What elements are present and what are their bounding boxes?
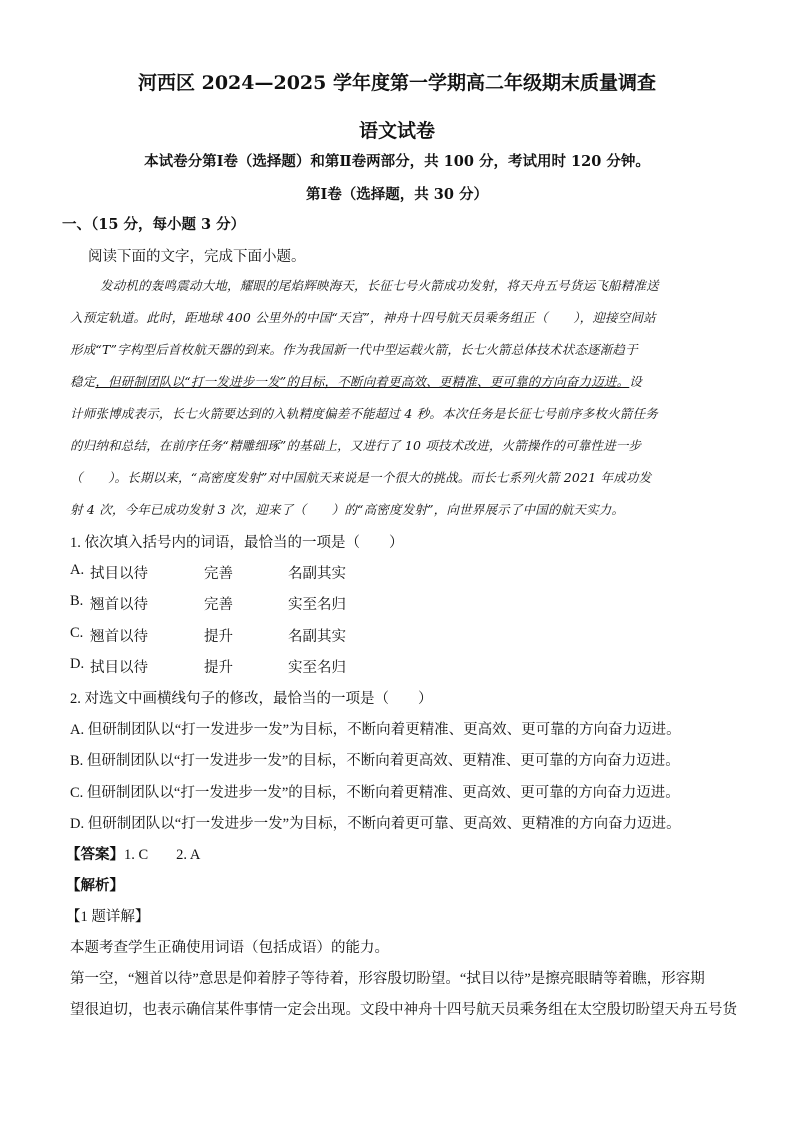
- part1-title: 第Ⅰ卷（选择题，共 30 分）: [305, 186, 489, 203]
- option-word: 完善: [204, 566, 233, 582]
- answer-row: [66, 843, 200, 864]
- passage-line: 发动机的轰鸣震动大地，耀眼的尾焰辉映海天，长征七号火箭成功发射，将天舟五号货运飞船精准送: [100, 278, 659, 293]
- option-word: 拭目以待: [90, 660, 148, 676]
- option-word: 实至名归: [288, 597, 346, 613]
- option-letter: D.: [70, 656, 85, 672]
- option-letter: C.: [70, 625, 84, 641]
- analysis-line: 本题考查学生正确使用词语（包括成语）的能力。: [70, 940, 389, 956]
- option-word: 提升: [204, 629, 233, 645]
- q2-option-b[interactable]: B. 但研制团队以“打一发进步一发”的目标，不断向着更高效、更精准、更可靠的方向奋力迈进。: [70, 753, 680, 769]
- q1-detail-tag: 【1 题详解】: [66, 909, 150, 925]
- option-letter: A.: [70, 562, 85, 578]
- passage-line: 形成“T”字构型后首枚航天器的到来。作为我国新一代中型运载火箭，长七火箭总体技术状态逐渐趋于: [70, 342, 638, 357]
- exam-instructions: 本试卷分第Ⅰ卷（选择题）和第Ⅱ卷两部分，共 100 分，考试用时 120 分钟。: [144, 153, 650, 170]
- option-letter: B.: [70, 593, 84, 609]
- option-word: 拭目以待: [90, 566, 148, 582]
- passage-text: 稳定: [70, 374, 96, 389]
- q2-option-d[interactable]: D. 但研制团队以“打一发进步一发”为目标，不断向着更可靠、更高效、更精准的方向奋力迈进。: [70, 816, 681, 832]
- section1-heading: 一、（15 分，每小题 3 分）: [62, 216, 246, 233]
- option-word: 翘首以待: [90, 629, 148, 645]
- option-word: 提升: [204, 660, 233, 676]
- answer-2: 2. A: [176, 847, 201, 863]
- subject-title: 语文试卷: [358, 120, 435, 142]
- q2-option-a[interactable]: A. 但研制团队以“打一发进步一发”为目标，不断向着更精准、更高效、更可靠的方向奋力迈进。: [70, 722, 681, 738]
- answer-tag: 【答案】: [66, 847, 124, 863]
- exam-title: 河西区 2024—2025 学年度第一学期高二年级期末质量调查: [138, 72, 656, 94]
- q2-stem: 2. 对选文中画横线句子的修改，最恰当的一项是（ ）: [70, 691, 433, 707]
- passage-line-underlined: [70, 372, 726, 390]
- passage-line: （ ）。长期以来，“高密度发射”对中国航天来说是一个很大的挑战。而长七系列火箭 2021 年成功发: [70, 470, 652, 485]
- q2-option-c[interactable]: C. 但研制团队以“打一发进步一发”的目标，不断向着更精准、更高效、更可靠的方向奋力迈进。: [70, 785, 680, 801]
- answer-1: 1. C: [124, 847, 149, 863]
- option-word: 完善: [204, 597, 233, 613]
- option-word: 翘首以待: [90, 597, 148, 613]
- option-word: 实至名归: [288, 660, 346, 676]
- analysis-tag: 【解析】: [66, 878, 124, 894]
- passage-text: 设: [629, 374, 642, 389]
- analysis-line: 第一空，“翘首以待”意思是仰着脖子等待着，形容殷切盼望。“拭目以待”是擦亮眼睛等着瞧，形容期: [70, 971, 705, 987]
- passage-line: 入预定轨道。此时，距地球 400 公里外的中国“天宫”，神舟十四号航天员乘务组正（ ），迎接空间站: [70, 310, 656, 325]
- passage-line: 的归纳和总结，在前序任务“精雕细琢”的基础上，又进行了 10 项技术改进，火箭操作的可靠性进一步: [70, 438, 642, 453]
- underlined-sentence: ，但研制团队以“打一发进步一发”的目标，不断向着更高效、更精准、更可靠的方向奋力迈进。: [95, 374, 630, 389]
- passage-line: 计师张博成表示，长七火箭要达到的入轨精度偏差不能超过 4 秒。本次任务是长征七号前序多枚火箭任务: [70, 406, 659, 421]
- option-word: 名副其实: [288, 629, 346, 645]
- passage-line: 射 4 次，今年已成功发射 3 次，迎来了（ ）的“高密度发射”，向世界展示了中国的航天实力。: [70, 502, 625, 517]
- analysis-line: 望很迫切，也表示确信某件事情一定会出现。文段中神舟十四号航天员乘务组在太空殷切盼望天舟五号货: [70, 1002, 737, 1018]
- q1-stem: 1. 依次填入括号内的词语，最恰当的一项是（ ）: [70, 535, 404, 551]
- option-word: 名副其实: [288, 566, 346, 582]
- reading-prompt: 阅读下面的文字，完成下面小题。: [88, 249, 306, 265]
